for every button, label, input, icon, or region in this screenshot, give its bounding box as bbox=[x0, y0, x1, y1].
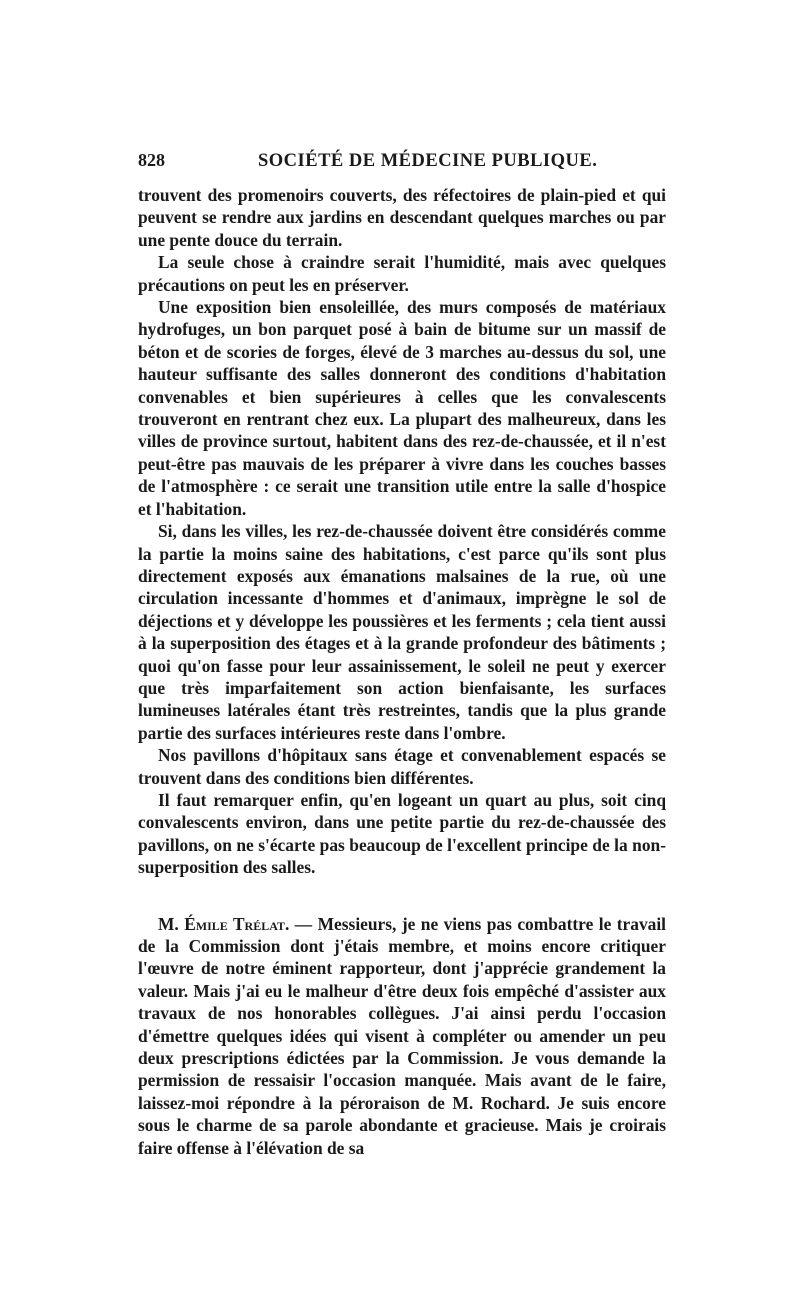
book-page bbox=[138, 150, 666, 1159]
section-break bbox=[138, 879, 666, 913]
page-number: 828 bbox=[138, 150, 165, 170]
paragraph: Il faut remarquer enfin, qu'en logeant un quart au plus, soit cinq convalescents environ, dans une petite partie du rez-de-chaussée des pavillons, on ne s'écarte pas beaucoup de l'excellent principe de la non-superposition des salles. bbox=[138, 789, 666, 878]
speech-paragraph bbox=[138, 913, 666, 1159]
running-title: SOCIÉTÉ DE MÉDECINE PUBLIQUE. bbox=[258, 151, 598, 171]
paragraph: Une exposition bien ensoleillée, des murs composés de matériaux hydrofuges, un bon parquet posé à bain de bitume sur un massif de béton et de scories de forges, élevé de 3 marches au-dessus du sol, une hauteur suffisante des salles donneront des conditions d'habitation convenables et bien supérieures à celles que les convalescents trouveront en rentrant chez eux. La plupart des malheureux, dans les villes de province surtout, habitent dans des rez-de-chaussée, et il n'est peut-être pas mauvais de les préparer à vivre dans les couches basses de l'atmosphère : ce serait une transition utile entre la salle d'hospice et l'habitation. bbox=[138, 297, 666, 519]
running-head bbox=[138, 150, 666, 184]
paragraph: Si, dans les villes, les rez-de-chaussée doivent être considérés comme la partie la moins saine des habitations, c'est parce qu'ils sont plus directement exposés aux émanations malsaines de la rue, où une circulation incessante d'hommes et d'animaux, imprègne le sol de déjections et y développe les poussières et les ferments ; cela tient aussi à la superposition des étages et à la grande profondeur des bâtiments ; quoi qu'on fasse pour leur assainissement, le soleil ne peut y exercer que très imparfaitement son action bienfaisante, les surfaces lumineuses latérales étant très restreintes, tandis que la plus grande partie des surfaces intérieures reste dans l'ombre. bbox=[138, 521, 666, 743]
paragraph: La seule chose à craindre serait l'humidité, mais avec quelques précautions on peut les en préserver. bbox=[138, 252, 666, 295]
body-text bbox=[138, 184, 666, 1159]
paragraph-continuation: trouvent des promenoirs couverts, des réfectoires de plain-pied et qui peuvent se rendre aux jardins en descendant quelques marches ou par une pente douce du terrain. bbox=[138, 185, 666, 250]
speaker-name: M. Émile Trélat. bbox=[158, 913, 290, 934]
paragraph: Nos pavillons d'hôpitaux sans étage et convenablement espacés se trouvent dans des conditions bien différentes. bbox=[138, 745, 666, 788]
speech-text: — Messieurs, je ne viens pas combattre le travail de la Commission dont j'étais membre, et moins encore critiquer l'œuvre de notre éminent rapporteur, dont j'apprécie grandement la valeur. Mais j'ai eu le malheur d'être deux fois empêché d'assister aux travaux de nos honorables collègues. J'ai ainsi perdu l'occasion d'émettre quelques idées qui visent à compléter ou amender un peu deux prescriptions édictées par la Commission. Je vous demande la permission de ressaisir l'occasion manquée. Mais avant de le faire, laissez-moi répondre à la péroraison de M. Rochard. Je suis encore sous le charme de sa parole abondante et gracieuse. Mais je croirais faire offense à l'élévation de sa bbox=[138, 913, 667, 1158]
